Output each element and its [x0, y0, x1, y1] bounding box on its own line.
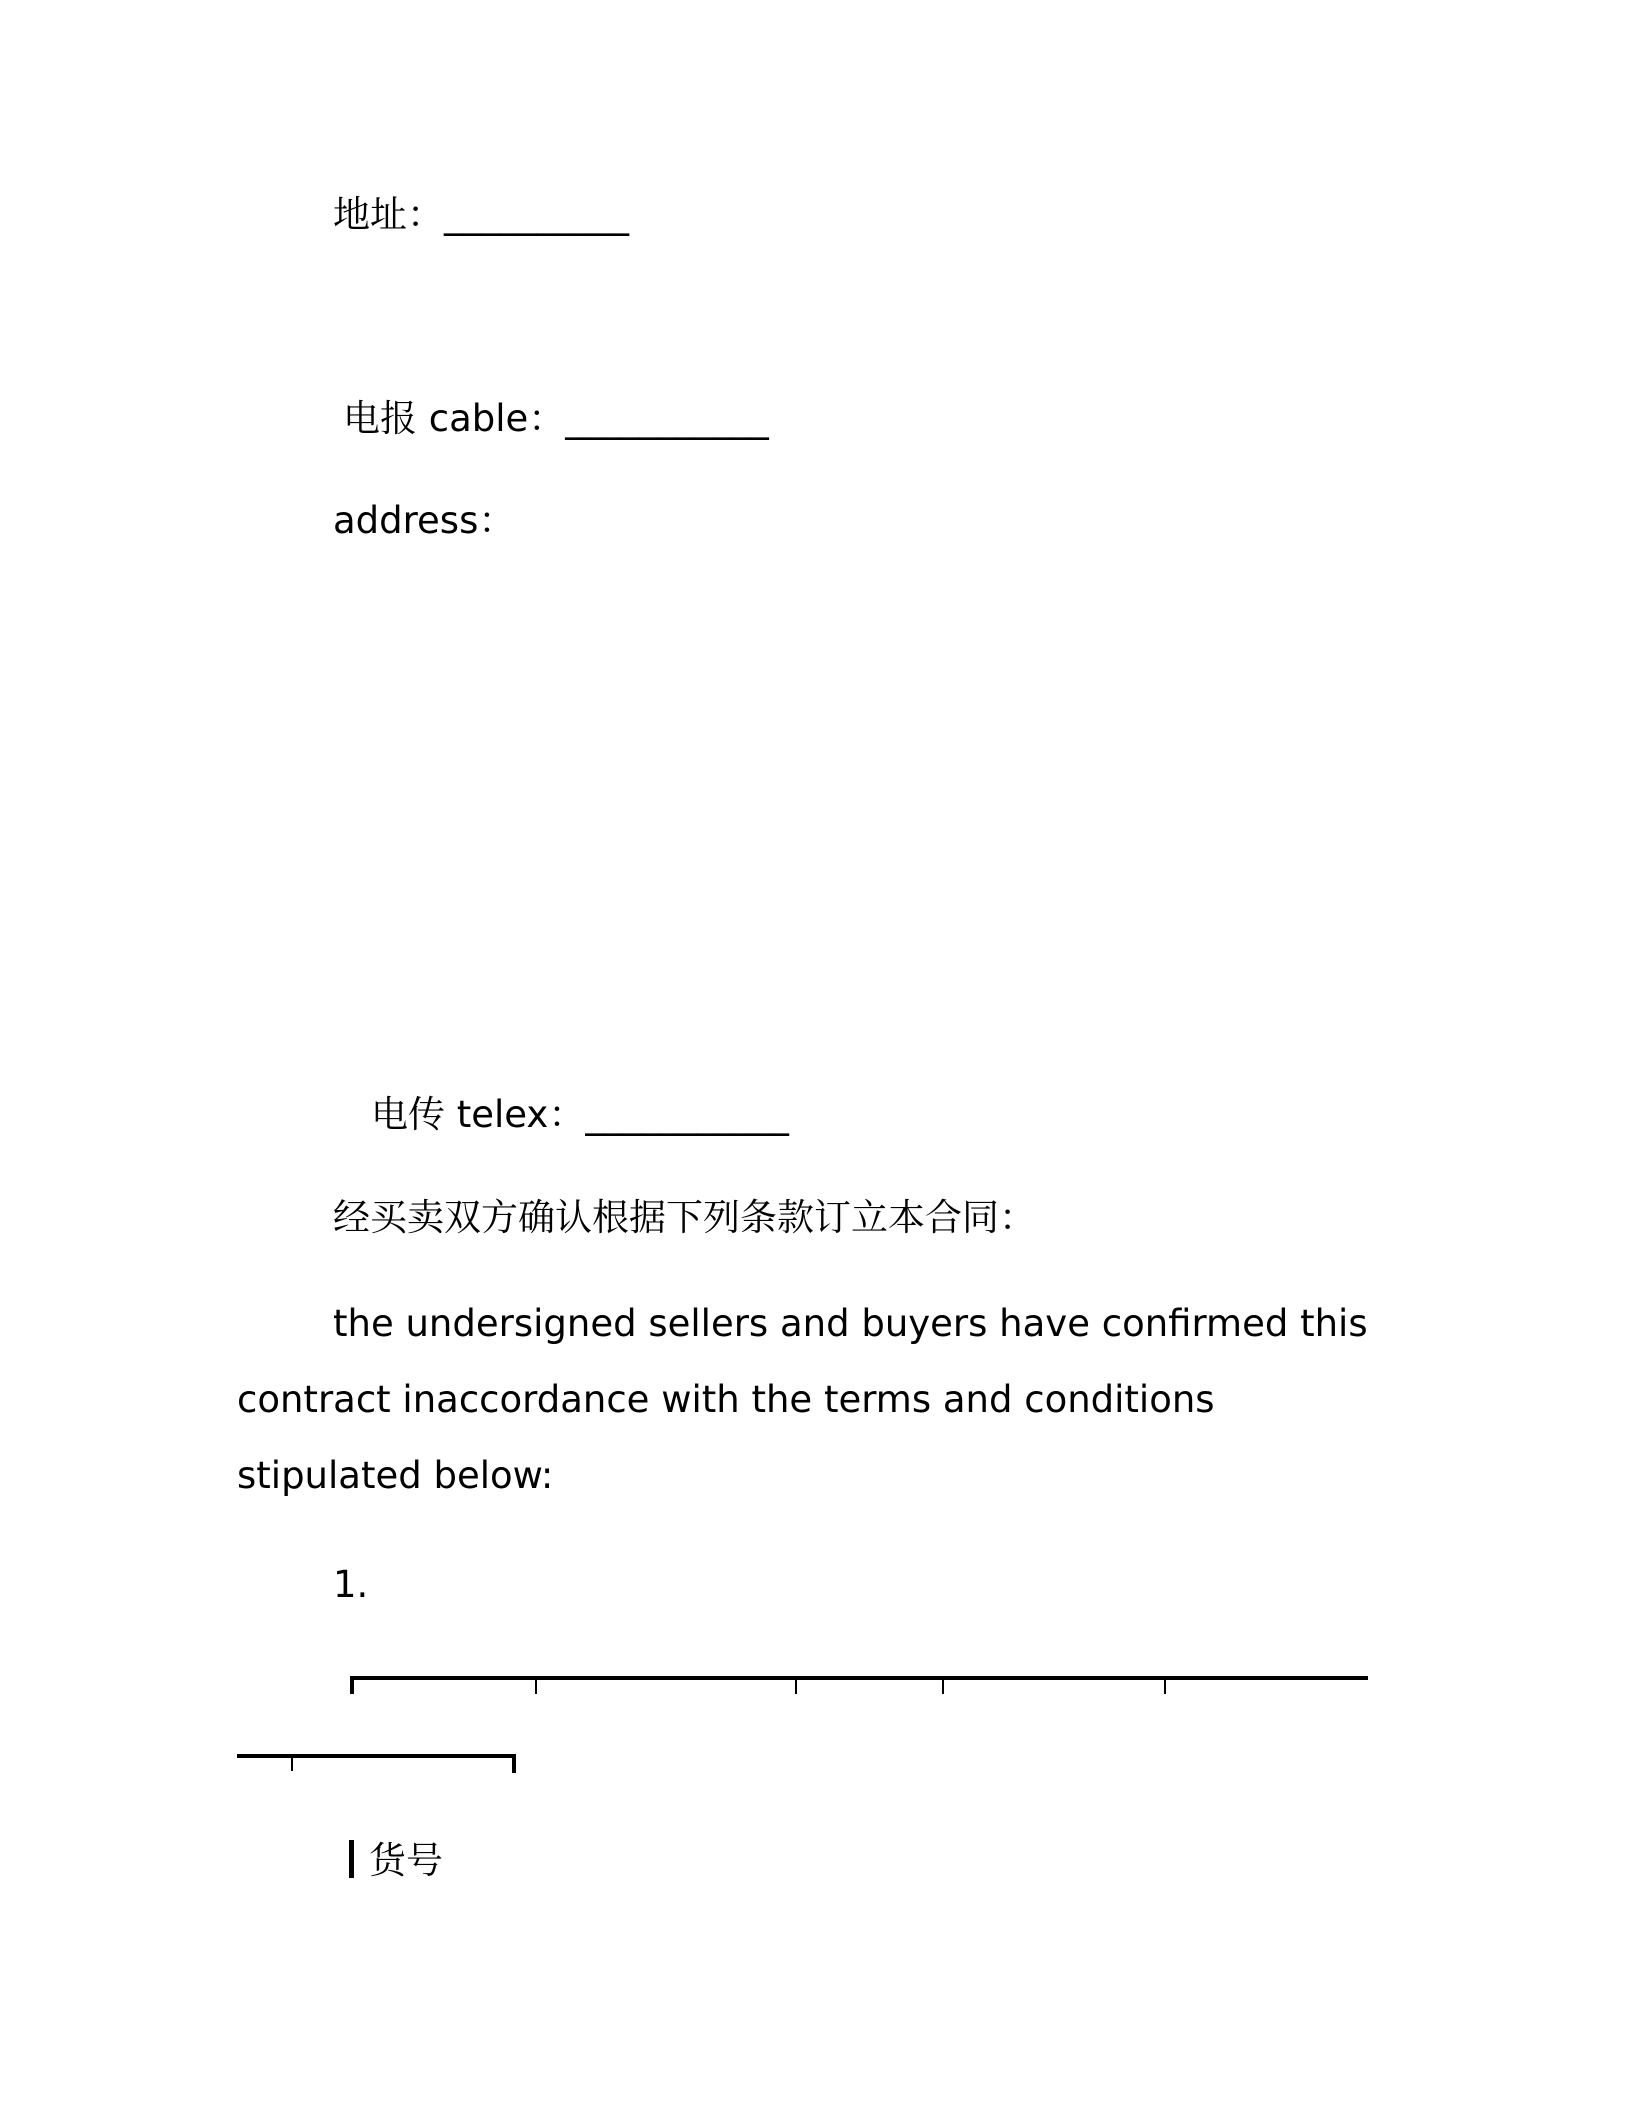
table-right-corner [512, 1754, 516, 1773]
table-column-tick [291, 1756, 293, 1771]
table-column-tick [795, 1678, 797, 1694]
intro-en-paragraph [237, 1286, 1392, 1514]
table-continued-border [237, 1754, 515, 1758]
table-header-cell: 货号 [369, 1839, 443, 1882]
intro-en-text: the undersigned sellers and buyers have confirmed this contract inaccordance with the terms and conditions stipulated below: [237, 1302, 1368, 1497]
table-column-tick [535, 1678, 537, 1694]
address-cn-field: 地址：__________ [333, 193, 629, 236]
telex-field: 电传 telex：___________ [371, 1093, 789, 1136]
table-cell-left-border [349, 1840, 354, 1878]
table-left-corner [350, 1676, 354, 1694]
table-top-border [350, 1676, 1368, 1680]
table-column-tick [942, 1678, 944, 1694]
address-en-field: address： [333, 499, 516, 542]
item-number: 1. [333, 1563, 369, 1606]
intro-cn-paragraph: 经买卖双方确认根据下列条款订立本合同： [333, 1196, 1036, 1239]
cable-field: 电报 cable：___________ [343, 397, 769, 440]
table-column-tick [1164, 1678, 1166, 1694]
